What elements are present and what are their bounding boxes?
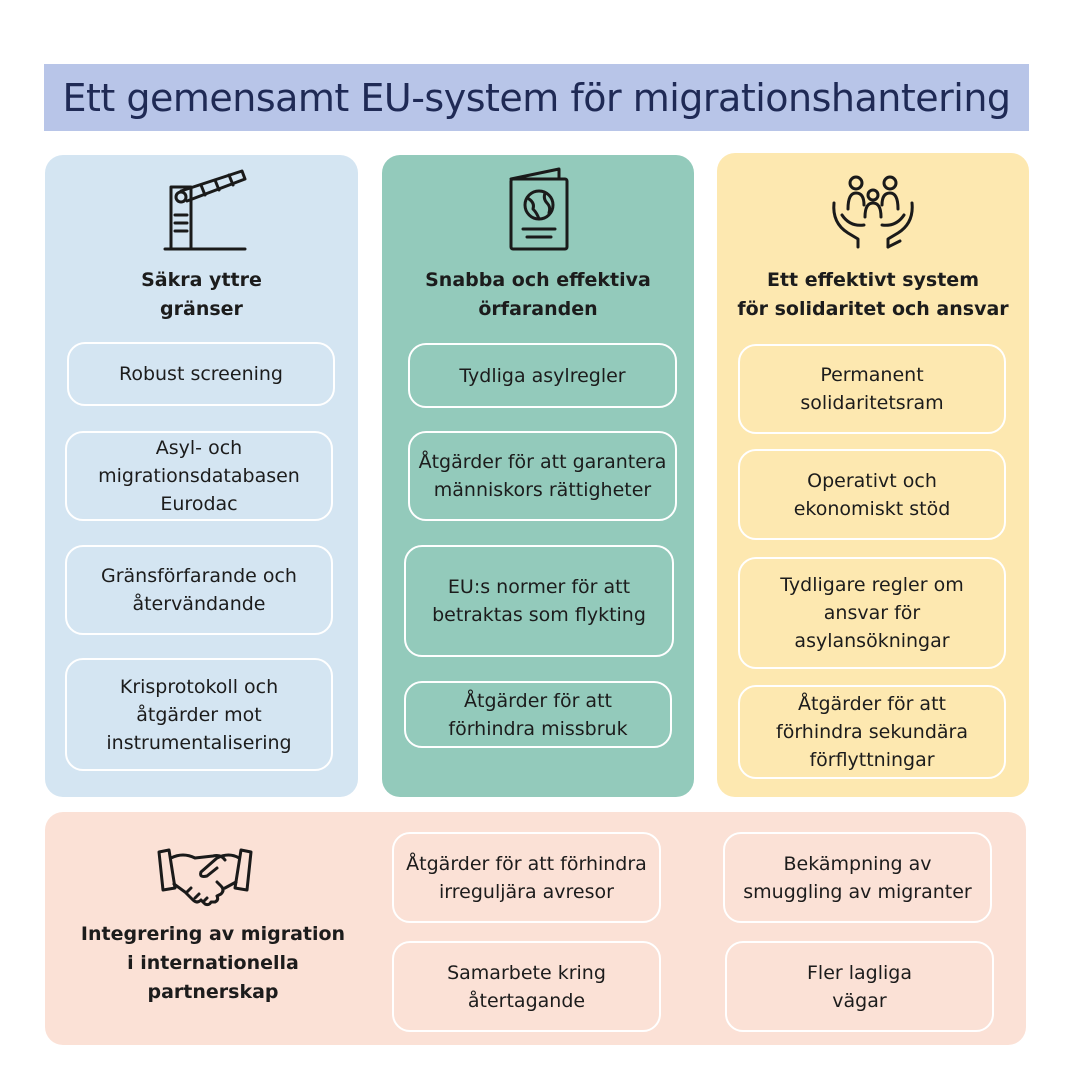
column-external-borders (45, 155, 358, 797)
barrier-gate-icon (157, 165, 247, 255)
column-heading: Ett effektivt system för solidaritet och ansvar (737, 269, 1009, 320)
measure-box: Tydligare regler om ansvar för asylansökningar (738, 557, 1006, 669)
measure-box: Åtgärder för att förhindra sekundära förflyttningar (738, 685, 1006, 779)
measure-box: Fler lagliga vägar (725, 941, 994, 1032)
measure-box: Robust screening (67, 342, 335, 406)
measure-box: Tydliga asylregler (408, 343, 677, 408)
measure-box: Bekämpning av smuggling av migranter (723, 832, 992, 923)
measure-box: Åtgärder för att garantera människors rättigheter (408, 431, 677, 521)
measure-box: Samarbete kring återtagande (392, 941, 661, 1032)
column-heading: Snabba och effektiva örfaranden (425, 269, 651, 320)
passport-icon (493, 165, 583, 255)
measure-box: EU:s normer för att betraktas som flykting (404, 545, 674, 657)
measure-box: Asyl- och migrationsdatabasen Eurodac (65, 431, 333, 521)
handshake-icon (155, 846, 255, 908)
partnerships-heading: Integrering av migration i internationella partnerskap (80, 923, 346, 1003)
column-solidarity (717, 153, 1029, 797)
column-procedures (382, 155, 694, 797)
partnerships-panel (45, 812, 1026, 1045)
measure-box: Krisprotokoll och åtgärder mot instrumentalisering (65, 658, 333, 771)
measure-box: Åtgärder för att förhindra irreguljära avresor (392, 832, 661, 923)
family-in-hands-icon (828, 163, 918, 253)
measure-box: Operativt och ekonomiskt stöd (738, 449, 1006, 540)
column-heading: Säkra yttre gränser (141, 269, 262, 320)
page-title: Ett gemensamt EU-system för migrationshantering (62, 75, 1011, 120)
measure-box: Gränsförfarande och återvändande (65, 545, 333, 635)
title-banner (44, 64, 1029, 131)
measure-box: Åtgärder för att förhindra missbruk (404, 681, 672, 748)
measure-box: Permanent solidaritetsram (738, 344, 1006, 434)
